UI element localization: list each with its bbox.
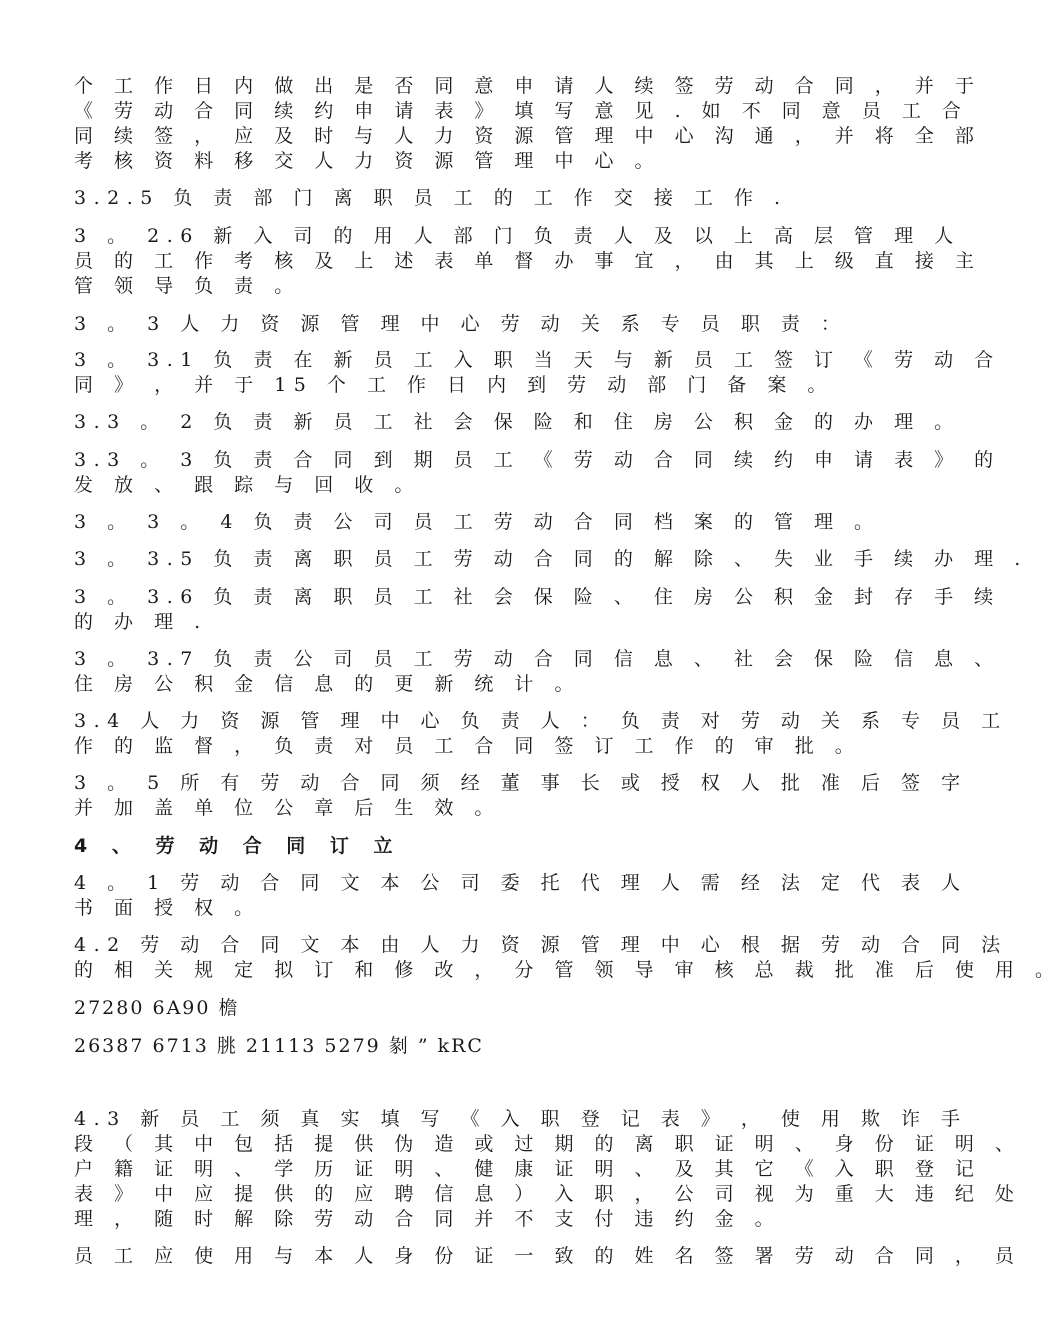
- heading-text: 4 、 劳 动 合 同 订 立: [74, 835, 402, 857]
- paragraph-signing: [74, 1244, 1022, 1269]
- paragraph-3-3-3: [74, 448, 1001, 498]
- paragraph-3-5: [74, 771, 968, 821]
- text-line: 管 领 导 负 责 。: [74, 275, 301, 297]
- text-line: 3 。 5 所 有 劳 动 合 同 须 经 董 事 长 或 授 权 人 批 准 后 签 字: [74, 772, 968, 794]
- text-line: 3.3 。 3 负 责 合 同 到 期 员 工 《 劳 动 合 同 续 约 申 请 表 》 的: [74, 449, 1001, 471]
- garbled-line-1: [74, 996, 894, 1021]
- section-heading-4: [74, 834, 894, 859]
- paragraph-3-3-6: [74, 585, 1001, 635]
- text-line: 的 办 理 .: [74, 611, 208, 633]
- paragraph-3-2-6: [74, 224, 982, 299]
- text-line: 发 放 、 跟 踪 与 回 收 。: [74, 474, 421, 496]
- text-line: 3 。 3 人 力 资 源 管 理 中 心 劳 动 关 系 专 员 职 责 ：: [74, 313, 848, 335]
- text-line: 3 。 3.7 负 责 公 司 员 工 劳 动 合 同 信 息 、 社 会 保 险 信 息 、: [74, 648, 1001, 670]
- paragraph-4-2: [74, 933, 1061, 983]
- paragraph-3-3-heading: [74, 312, 894, 337]
- text-line: 段 （ 其 中 包 括 提 供 伪 造 或 过 期 的 离 职 证 明 、 身 份 证 明 、: [74, 1133, 1022, 1155]
- text-line: 考 核 资 料 移 交 人 力 资 源 管 理 中 心 。: [74, 150, 662, 172]
- text-line: 并 加 盖 单 位 公 章 后 生 效 。: [74, 797, 501, 819]
- text-line: 4.2 劳 动 合 同 文 本 由 人 力 资 源 管 理 中 心 根 据 劳 动 合 同 法: [74, 934, 1008, 956]
- text-line: 书 面 授 权 。: [74, 897, 261, 919]
- text-line: 3.2.5 负 责 部 门 离 职 员 工 的 工 作 交 接 工 作 .: [74, 187, 788, 209]
- text-line: 表 》 中 应 提 供 的 应 聘 信 息 ） 入 职 ， 公 司 视 为 重 大 违 纪 处: [74, 1183, 1022, 1205]
- text-line: 员 的 工 作 考 核 及 上 述 表 单 督 办 事 宜 ， 由 其 上 级 直 接 主: [74, 250, 982, 272]
- text-line: 3 。 2.6 新 入 司 的 用 人 部 门 负 责 人 及 以 上 高 层 管 理 人: [74, 225, 961, 247]
- text-line: 3 。 3.1 负 责 在 新 员 工 入 职 当 天 与 新 员 工 签 订 《 劳 动 合: [74, 349, 1001, 371]
- text-line: 3 。 3 。 4 负 责 公 司 员 工 劳 动 合 同 档 案 的 管 理 。: [74, 511, 881, 533]
- text-line: 的 相 关 规 定 拟 订 和 修 改 ， 分 管 领 导 审 核 总 裁 批 准 后 使 用 。: [74, 959, 1061, 981]
- text-line: 3 。 3.5 负 责 离 职 员 工 劳 动 合 同 的 解 除 、 失 业 手 续 办 理 .: [74, 548, 1028, 570]
- text-line: 个 工 作 日 内 做 出 是 否 同 意 申 请 人 续 签 劳 动 合 同 ， 并 于: [74, 75, 982, 97]
- paragraph-renewal-review: [74, 74, 982, 174]
- text-line: 同 续 签 ， 应 及 时 与 人 力 资 源 管 理 中 心 沟 通 ， 并 将 全 部: [74, 125, 982, 147]
- paragraph-3-3-4: [74, 510, 894, 535]
- paragraph-3-2-5: [74, 186, 894, 211]
- text-line: 理 ， 随 时 解 除 劳 动 合 同 并 不 支 付 违 约 金 。: [74, 1208, 782, 1230]
- text-line: 员 工 应 使 用 与 本 人 身 份 证 一 致 的 姓 名 签 署 劳 动 合 同 ， 员: [74, 1245, 1022, 1267]
- paragraph-3-4: [74, 709, 1008, 759]
- paragraph-4-1: [74, 871, 968, 921]
- paragraph-3-3-5: [74, 547, 1028, 572]
- text-line: 同 》 ， 并 于 15 个 工 作 日 内 到 劳 动 部 门 备 案 。: [74, 374, 834, 396]
- text-line: 住 房 公 积 金 信 息 的 更 新 统 计 。: [74, 673, 581, 695]
- text-line: 《 劳 动 合 同 续 约 申 请 表 》 填 写 意 见 . 如 不 同 意 员 工 合: [74, 100, 969, 122]
- text-line: 3 。 3.6 负 责 离 职 员 工 社 会 保 险 、 住 房 公 积 金 封 存 手 续: [74, 586, 1001, 608]
- text-line: 27280 6A90 檐: [74, 997, 240, 1019]
- text-line: 户 籍 证 明 、 学 历 证 明 、 健 康 证 明 、 及 其 它 《 入 职 登 记: [74, 1158, 982, 1180]
- paragraph-4-3: [74, 1107, 1022, 1232]
- text-line: 3.4 人 力 资 源 管 理 中 心 负 责 人 ： 负 责 对 劳 动 关 系 专 员 工: [74, 710, 1008, 732]
- paragraph-3-3-7: [74, 647, 1001, 697]
- text-line: 4.3 新 员 工 须 真 实 填 写 《 入 职 登 记 表 》 ， 使 用 欺 诈 手: [74, 1108, 968, 1130]
- text-line: 3.3 。 2 负 责 新 员 工 社 会 保 险 和 住 房 公 积 金 的 办 理 。: [74, 411, 961, 433]
- text-line: 4 。 1 劳 动 合 同 文 本 公 司 委 托 代 理 人 需 经 法 定 代 表 人: [74, 872, 968, 894]
- text-line: 作 的 监 督 ， 负 责 对 员 工 合 同 签 订 工 作 的 审 批 。: [74, 735, 862, 757]
- garbled-line-2: [74, 1034, 894, 1059]
- paragraph-3-3-2: [74, 410, 961, 435]
- paragraph-3-3-1: [74, 348, 1001, 398]
- text-line: 26387 6713 朓 21113 5279 剶 ” kRC: [74, 1035, 484, 1057]
